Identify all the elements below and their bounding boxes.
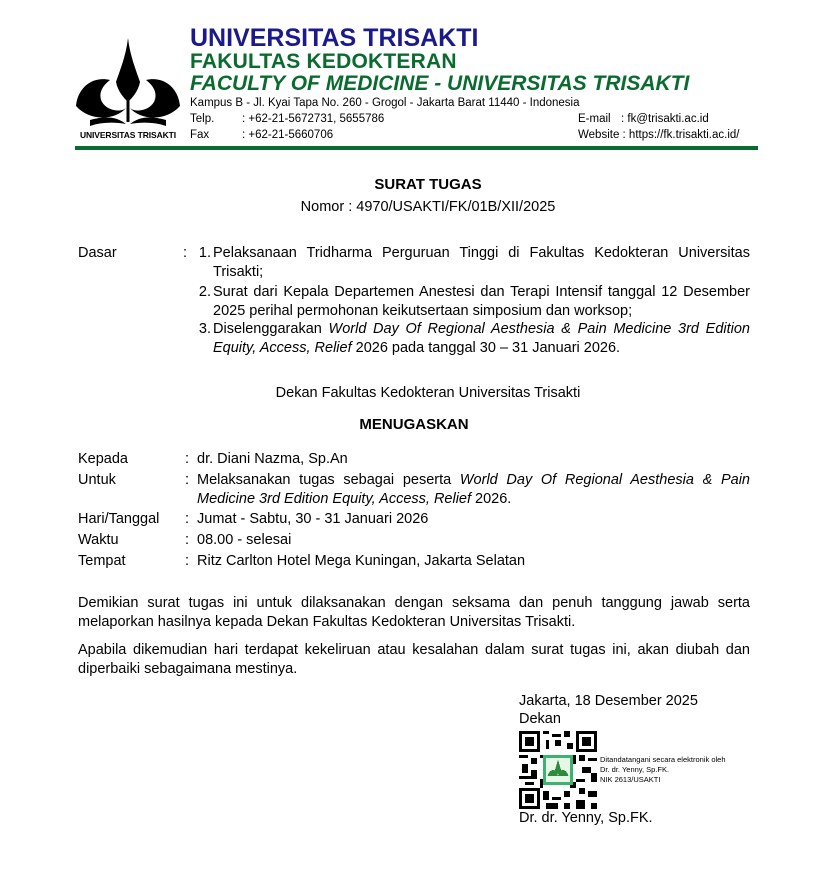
field-colon: : xyxy=(185,472,190,488)
fax-label: Fax xyxy=(190,129,210,141)
untuk-text-pre: Melaksanakan tugas sebagai peserta xyxy=(197,472,460,488)
issuer-line: Dekan Fakultas Kedokteran Universitas Trisakti xyxy=(275,385,581,401)
field-colon: : xyxy=(185,532,190,548)
field-colon: : xyxy=(185,553,190,569)
field-label-tempat: Tempat xyxy=(78,553,126,569)
event-name: World Day Of Regional Aesthesia & Pain Medicine 3rd Edition Equity, Access, Relief xyxy=(213,321,750,356)
field-value-waktu: 08.00 - selesai xyxy=(197,532,292,548)
address: Kampus B - Jl. Kyai Tapa No. 260 - Grogol - Jakarta Barat 11440 - Indonesia xyxy=(190,97,580,109)
closing-paragraph: Apabila dikemudian hari terdapat kekeliruan atau kesalahan dalam surat tugas ini, akan diubah dan diperbaiki sebagaimana mestinya. xyxy=(78,642,750,677)
assignment-heading: MENUGASKAN xyxy=(359,416,469,433)
dasar-item-text-pre: Diselenggarakan xyxy=(213,321,329,337)
email-value: : fk@trisakti.ac.id xyxy=(621,113,709,125)
esign-line: Ditandatangani secara elektronik oleh xyxy=(600,755,726,764)
fax-value: : +62-21-5660706 xyxy=(242,129,334,141)
qr-code xyxy=(519,731,597,809)
dasar-item-number: 3. xyxy=(198,321,211,337)
signature-place-date: Jakarta, 18 Desember 2025 xyxy=(519,693,698,709)
university-logo xyxy=(72,36,184,142)
dasar-item-text xyxy=(213,320,750,358)
field-value-kepada: dr. Diani Nazma, Sp.An xyxy=(197,451,348,467)
dasar-item-text: Surat dari Kepala Departemen Anestesi dan Terapi Intensif tanggal 12 Desember 2025 perihal permohonan keikutsertaan simposium dan worksop; xyxy=(213,284,750,319)
letter-number: Nomor : 4970/USAKTI/FK/01B/XII/2025 xyxy=(300,199,556,215)
event-name: World Day Of Regional Aesthesia & Pain Medicine 3rd Edition Equity, Access, Relief xyxy=(197,472,750,507)
email-label: E-mail xyxy=(578,113,611,125)
letter-title: SURAT TUGAS xyxy=(374,176,482,193)
field-colon: : xyxy=(185,511,190,527)
header-divider xyxy=(75,146,758,150)
dasar-item-number: 1. xyxy=(198,245,211,261)
dasar-label: Dasar xyxy=(78,245,117,261)
university-name: UNIVERSITAS TRISAKTI xyxy=(190,24,479,52)
closing-paragraph: Demikian surat tugas ini untuk dilaksanakan dengan seksama dan penuh tanggung jawab serta melaporkan hasilnya kepada Dekan Fakultas Kedokteran Universitas Trisakti. xyxy=(78,595,750,630)
esign-signer: Dr. dr. Yenny, Sp.FK. xyxy=(600,765,670,774)
dasar-item-number: 2. xyxy=(198,284,211,300)
dasar-item-text-post: 2026 pada tanggal 30 – 31 Januari 2026. xyxy=(351,340,621,356)
field-value-hari-tanggal: Jumat - Sabtu, 30 - 31 Januari 2026 xyxy=(197,511,429,527)
telp-label: Telp. xyxy=(190,113,215,125)
field-label-untuk: Untuk xyxy=(78,472,116,488)
faculty-name: FAKULTAS KEDOKTERAN xyxy=(190,50,457,73)
dasar-item-text: Pelaksanaan Tridharma Perguruan Tinggi di Fakultas Kedokteran Universitas Trisakti; xyxy=(213,245,750,280)
signatory-name: Dr. dr. Yenny, Sp.FK. xyxy=(519,810,653,826)
field-label-waktu: Waktu xyxy=(78,532,119,548)
website: Website : https://fk.trisakti.ac.id/ xyxy=(578,129,740,141)
field-value-untuk xyxy=(197,471,750,509)
field-label-kepada: Kepada xyxy=(78,451,128,467)
untuk-text-post: 2026. xyxy=(471,491,512,507)
field-colon: : xyxy=(185,451,190,467)
field-value-tempat: Ritz Carlton Hotel Mega Kuningan, Jakarta Selatan xyxy=(197,553,526,569)
esign-nik: NIK 2613/USAKTI xyxy=(600,775,661,784)
field-label-hari-tanggal: Hari/Tanggal xyxy=(78,511,160,527)
signature-role: Dekan xyxy=(519,711,561,727)
logo-caption: UNIVERSITAS TRISAKTI xyxy=(79,130,177,140)
faculty-name-english: FACULTY OF MEDICINE - UNIVERSITAS TRISAKTI xyxy=(190,72,690,95)
dasar-colon: : xyxy=(183,245,188,261)
telp-value: : +62-21-5672731, 5655786 xyxy=(242,113,385,125)
